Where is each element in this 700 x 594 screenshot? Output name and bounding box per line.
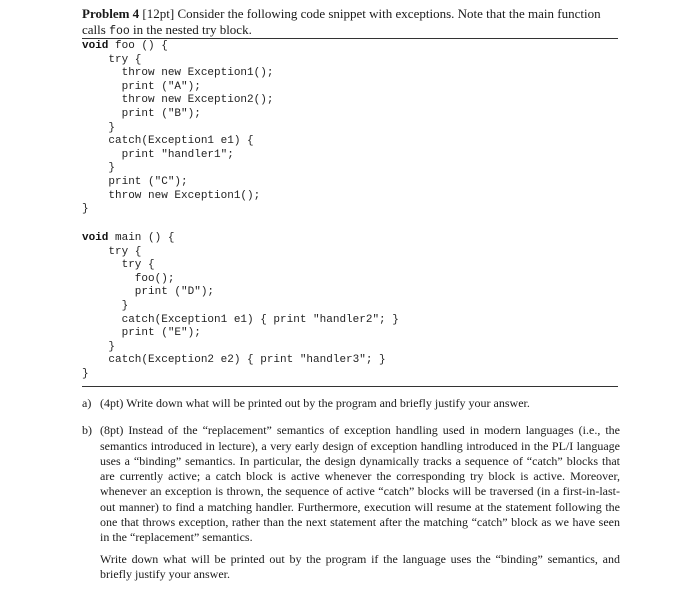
top-divider — [82, 38, 618, 39]
questions-section — [82, 396, 620, 594]
code-foo-line: print "handler1"; — [82, 148, 234, 161]
problem-number: Problem 4 — [82, 6, 140, 21]
code-main-line: print ("D"); — [82, 286, 215, 299]
problem-points: [12pt] — [142, 6, 175, 21]
code-block-main — [82, 232, 399, 382]
code-main-line: try { — [82, 259, 155, 272]
code-main-line: } — [82, 340, 116, 353]
code-foo-line: print ("B"); — [82, 107, 201, 120]
code-foo-line: throw new Exception2(); — [82, 94, 274, 107]
code-foo-line: } — [82, 121, 116, 134]
code-main-line: catch(Exception2 e2) { print "handler3"; } — [82, 354, 386, 367]
question-b-label: b) — [82, 423, 92, 438]
code-main-line: try { — [82, 245, 142, 258]
keyword-void: void — [82, 232, 109, 244]
keyword-void: void — [82, 40, 109, 52]
code-main-line: } — [82, 299, 129, 312]
code-main-line: catch(Exception1 e1) { print "handler2"; } — [82, 313, 399, 326]
code-main-line: } — [82, 367, 89, 380]
code-foo-line: catch(Exception1 e1) { — [82, 135, 254, 148]
question-b — [82, 423, 620, 588]
code-foo-line: print ("A"); — [82, 80, 201, 93]
code-foo-line: } — [82, 203, 89, 216]
problem-intro-text: Consider the following code snippet with exceptions. Note that the main function calls — [82, 6, 601, 37]
code-main-line: foo(); — [82, 272, 175, 285]
code-block-foo — [82, 40, 273, 217]
code-foo-line: try { — [82, 53, 142, 66]
function-name-foo: foo — [109, 25, 130, 38]
code-foo-line: } — [82, 162, 116, 175]
bottom-divider — [82, 386, 618, 387]
problem-intro-text-end: in the nested try block. — [133, 22, 252, 37]
code-foo-line: throw new Exception1(); — [82, 189, 261, 202]
code-foo-line: void foo () { — [82, 40, 168, 52]
code-main-line: void main () { — [82, 232, 175, 244]
code-main-line: print ("E"); — [82, 327, 201, 340]
question-b-paragraph-1: (8pt) Instead of the “replacement” semantics of exception handling used in modern languages (i.e., the semantics introduced in lecture), a very early design of exception handling introduced in the PL/I language uses a “binding” semantics. In particular, the design dynamically tracks a sequence of “catch” blocks that are currently active; a catch block is active whenever the corresponding try block is active. Moreover, whenever an exception is thrown, the sequence of active “catch” blocks will be traversed (in a first-in-last-out manner) to find a matching handler. Furthermore, execution will resume at the statement following the one that throws exception, rather than the next statement after the matching “catch” block as we have seen in the “replacement” semantics. — [100, 423, 620, 545]
question-b-paragraph-2: Write down what will be printed out by the program if the language uses the “binding” semantics, and briefly justify your answer. — [100, 551, 620, 581]
question-a — [82, 396, 620, 417]
code-foo-line: throw new Exception1(); — [82, 67, 274, 80]
question-a-label: a) — [82, 396, 92, 410]
question-a-text: (4pt) Write down what will be printed out by the program and briefly justify your answer. — [100, 396, 530, 410]
code-foo-line: print ("C"); — [82, 175, 188, 188]
problem-statement — [82, 6, 622, 40]
